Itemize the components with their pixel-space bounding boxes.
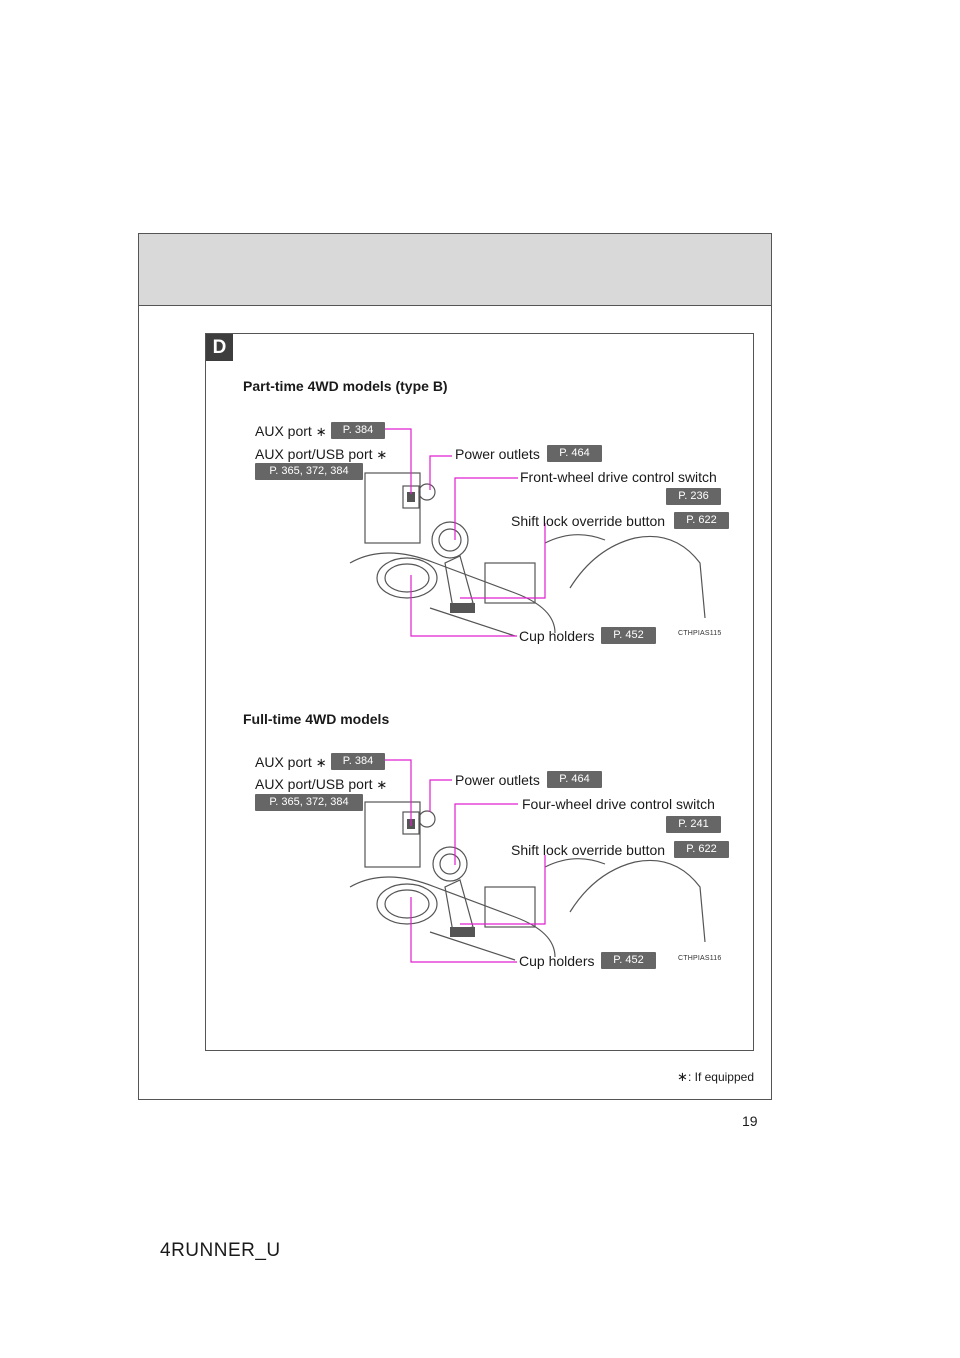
shift-lock-ref-1[interactable]: P. 622 [674,512,729,529]
aux-usb-port-ref-2[interactable]: P. 365, 372, 384 [255,794,363,811]
image-code-1: CTHPIAS115 [678,630,722,637]
if-equipped-star-icon: ∗ [376,447,388,462]
if-equipped-star-icon: ∗ [677,1069,688,1084]
aux-usb-port-label-1 [255,446,387,463]
aux-usb-port-text: AUX port/USB port [255,446,373,462]
footnote-text: : If equipped [687,1070,754,1084]
cup-holders-label-1: Cup holders [519,628,595,644]
aux-port-label-1 [255,423,327,440]
cup-holders-ref-1[interactable]: P. 452 [601,627,656,644]
if-equipped-star-icon: ∗ [315,424,327,439]
aux-port-text: AUX port [255,423,312,439]
aux-usb-port-ref-1[interactable]: P. 365, 372, 384 [255,463,363,480]
diagram-2-title: Full-time 4WD models [243,711,390,727]
aux-port-ref-1[interactable]: P. 384 [331,422,385,439]
drive-switch-ref-1[interactable]: P. 236 [666,488,721,505]
drive-switch-label-1: Front-wheel drive control switch [520,469,717,485]
aux-port-ref-2[interactable]: P. 384 [331,753,385,770]
if-equipped-star-icon: ∗ [315,755,327,770]
if-equipped-star-icon: ∗ [376,777,388,792]
shift-lock-label-1: Shift lock override button [511,513,666,529]
cup-holders-label-2: Cup holders [519,953,595,969]
aux-usb-port-label-2 [255,776,387,793]
shift-lock-ref-2[interactable]: P. 622 [674,841,729,858]
aux-usb-port-text: AUX port/USB port [255,776,373,792]
cup-holders-ref-2[interactable]: P. 452 [601,952,656,969]
header-band [139,234,771,306]
power-outlets-label-2: Power outlets [455,772,540,788]
power-outlets-label-1: Power outlets [455,446,540,462]
image-code-2: CTHPIAS116 [678,955,722,962]
power-outlets-ref-2[interactable]: P. 464 [547,771,602,788]
drive-switch-label-2: Four-wheel drive control switch [522,796,715,812]
aux-port-label-2 [255,754,327,771]
aux-port-text: AUX port [255,754,312,770]
shift-lock-label-2: Shift lock override button [511,842,666,858]
section-badge: D [206,334,233,361]
power-outlets-ref-1[interactable]: P. 464 [547,445,602,462]
diagram-1-title: Part-time 4WD models (type B) [243,378,448,394]
drive-switch-ref-2[interactable]: P. 241 [666,816,721,833]
footnote [600,1069,754,1085]
page-number: 19 [742,1113,758,1129]
model-code: 4RUNNER_U [160,1240,281,1261]
